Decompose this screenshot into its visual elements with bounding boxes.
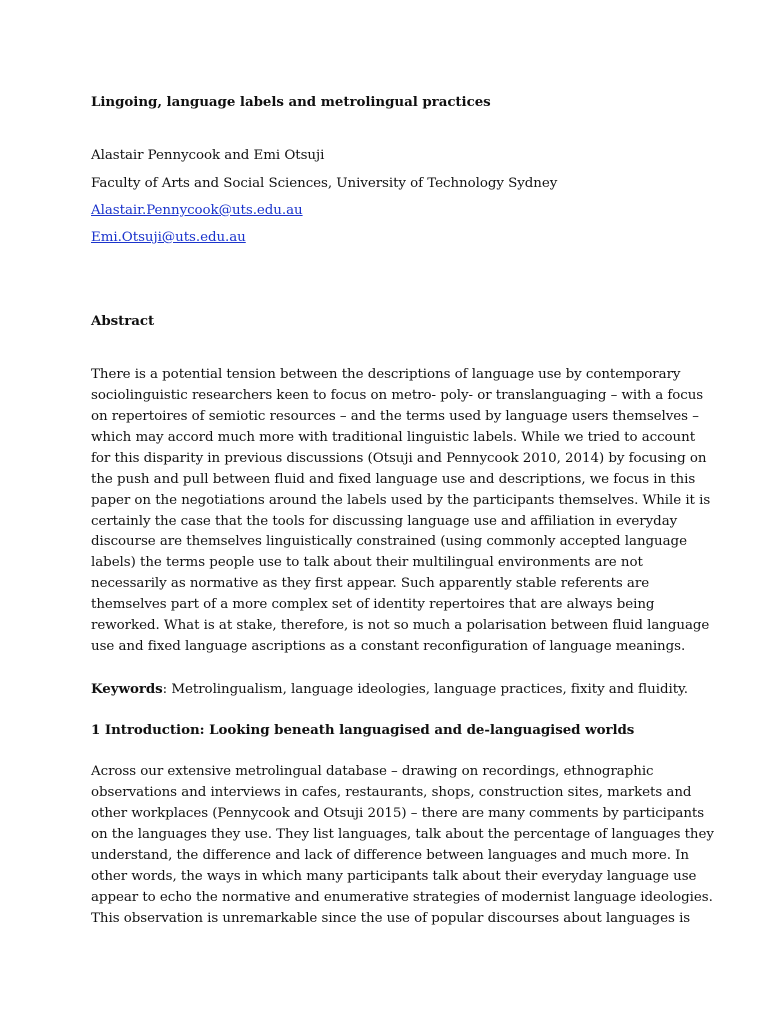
abstract-line: labels) the terms people use to talk about their multilingual environments are not [91,555,643,570]
keywords-label: Keywords [91,681,163,697]
email-line-2 [91,229,246,247]
abstract-line: which may accord much more with traditional linguistic labels. While we tried to account [91,430,696,445]
body-line: appear to echo the normative and enumerative strategies of modernist language ideologies. [91,890,713,905]
abstract-line: for this disparity in previous discussions (Otsuji and Pennycook 2010, 2014) by focusing on [91,451,707,466]
email-link-otsuji[interactable]: Emi.Otsuji@uts.edu.au [91,230,246,245]
abstract-line: themselves part of a more complex set of identity repertoires that are always being [91,597,655,612]
affiliation: Faculty of Arts and Social Sciences, University of Technology Sydney [91,176,558,191]
body-line: other workplaces (Pennycook and Otsuji 2015) – there are many comments by participants [91,806,705,821]
abstract-line: paper on the negotiations around the labels used by the participants themselves. While it is [91,493,711,508]
body-line: Across our extensive metrolingual database – drawing on recordings, ethnographic [91,764,654,779]
abstract-line: the push and pull between fluid and fixed language use and descriptions, we focus in this [91,472,696,487]
body-line: This observation is unremarkable since the use of popular discourses about languages is [91,911,691,926]
abstract-line: reworked. What is at stake, therefore, is not so much a polarisation between fluid language [91,618,710,633]
body-line: other words, the ways in which many participants talk about their everyday language use [91,869,697,884]
body-line: observations and interviews in cafes, restaurants, shops, construction sites, markets and [91,785,692,800]
body-line: understand, the difference and lack of difference between languages and much more. In [91,848,689,863]
keywords-line [91,680,688,699]
keywords-text: : Metrolingualism, language ideologies, language practices, fixity and fluidity. [162,682,688,697]
paper-title: Lingoing, language labels and metrolingual practices [91,94,491,110]
abstract-heading: Abstract [91,313,155,329]
abstract-line: sociolinguistic researchers keen to focus on metro- poly- or translanguaging – with a focus [91,388,704,403]
abstract-line: necessarily as normative as they first appear. Such apparently stable referents are [91,576,650,591]
body-line: on the languages they use. They list languages, talk about the percentage of languages they [91,827,714,842]
abstract-line: There is a potential tension between the descriptions of language use by contemporary [91,367,681,382]
authors: Alastair Pennycook and Emi Otsuji [91,148,325,163]
abstract-line: discourse are themselves linguistically constrained (using commonly accepted language [91,534,687,549]
abstract-line: certainly the case that the tools for discussing language use and affiliation in everyday [91,514,678,529]
section-heading: 1 Introduction: Looking beneath languagised and de-languagised worlds [91,722,635,738]
abstract-line: use and fixed language ascriptions as a constant reconfiguration of language meanings. [91,639,686,654]
email-line-1 [91,202,303,220]
abstract-line: on repertoires of semiotic resources – and the terms used by language users themselves – [91,409,699,424]
email-link-pennycook[interactable]: Alastair.Pennycook@uts.edu.au [91,203,303,218]
